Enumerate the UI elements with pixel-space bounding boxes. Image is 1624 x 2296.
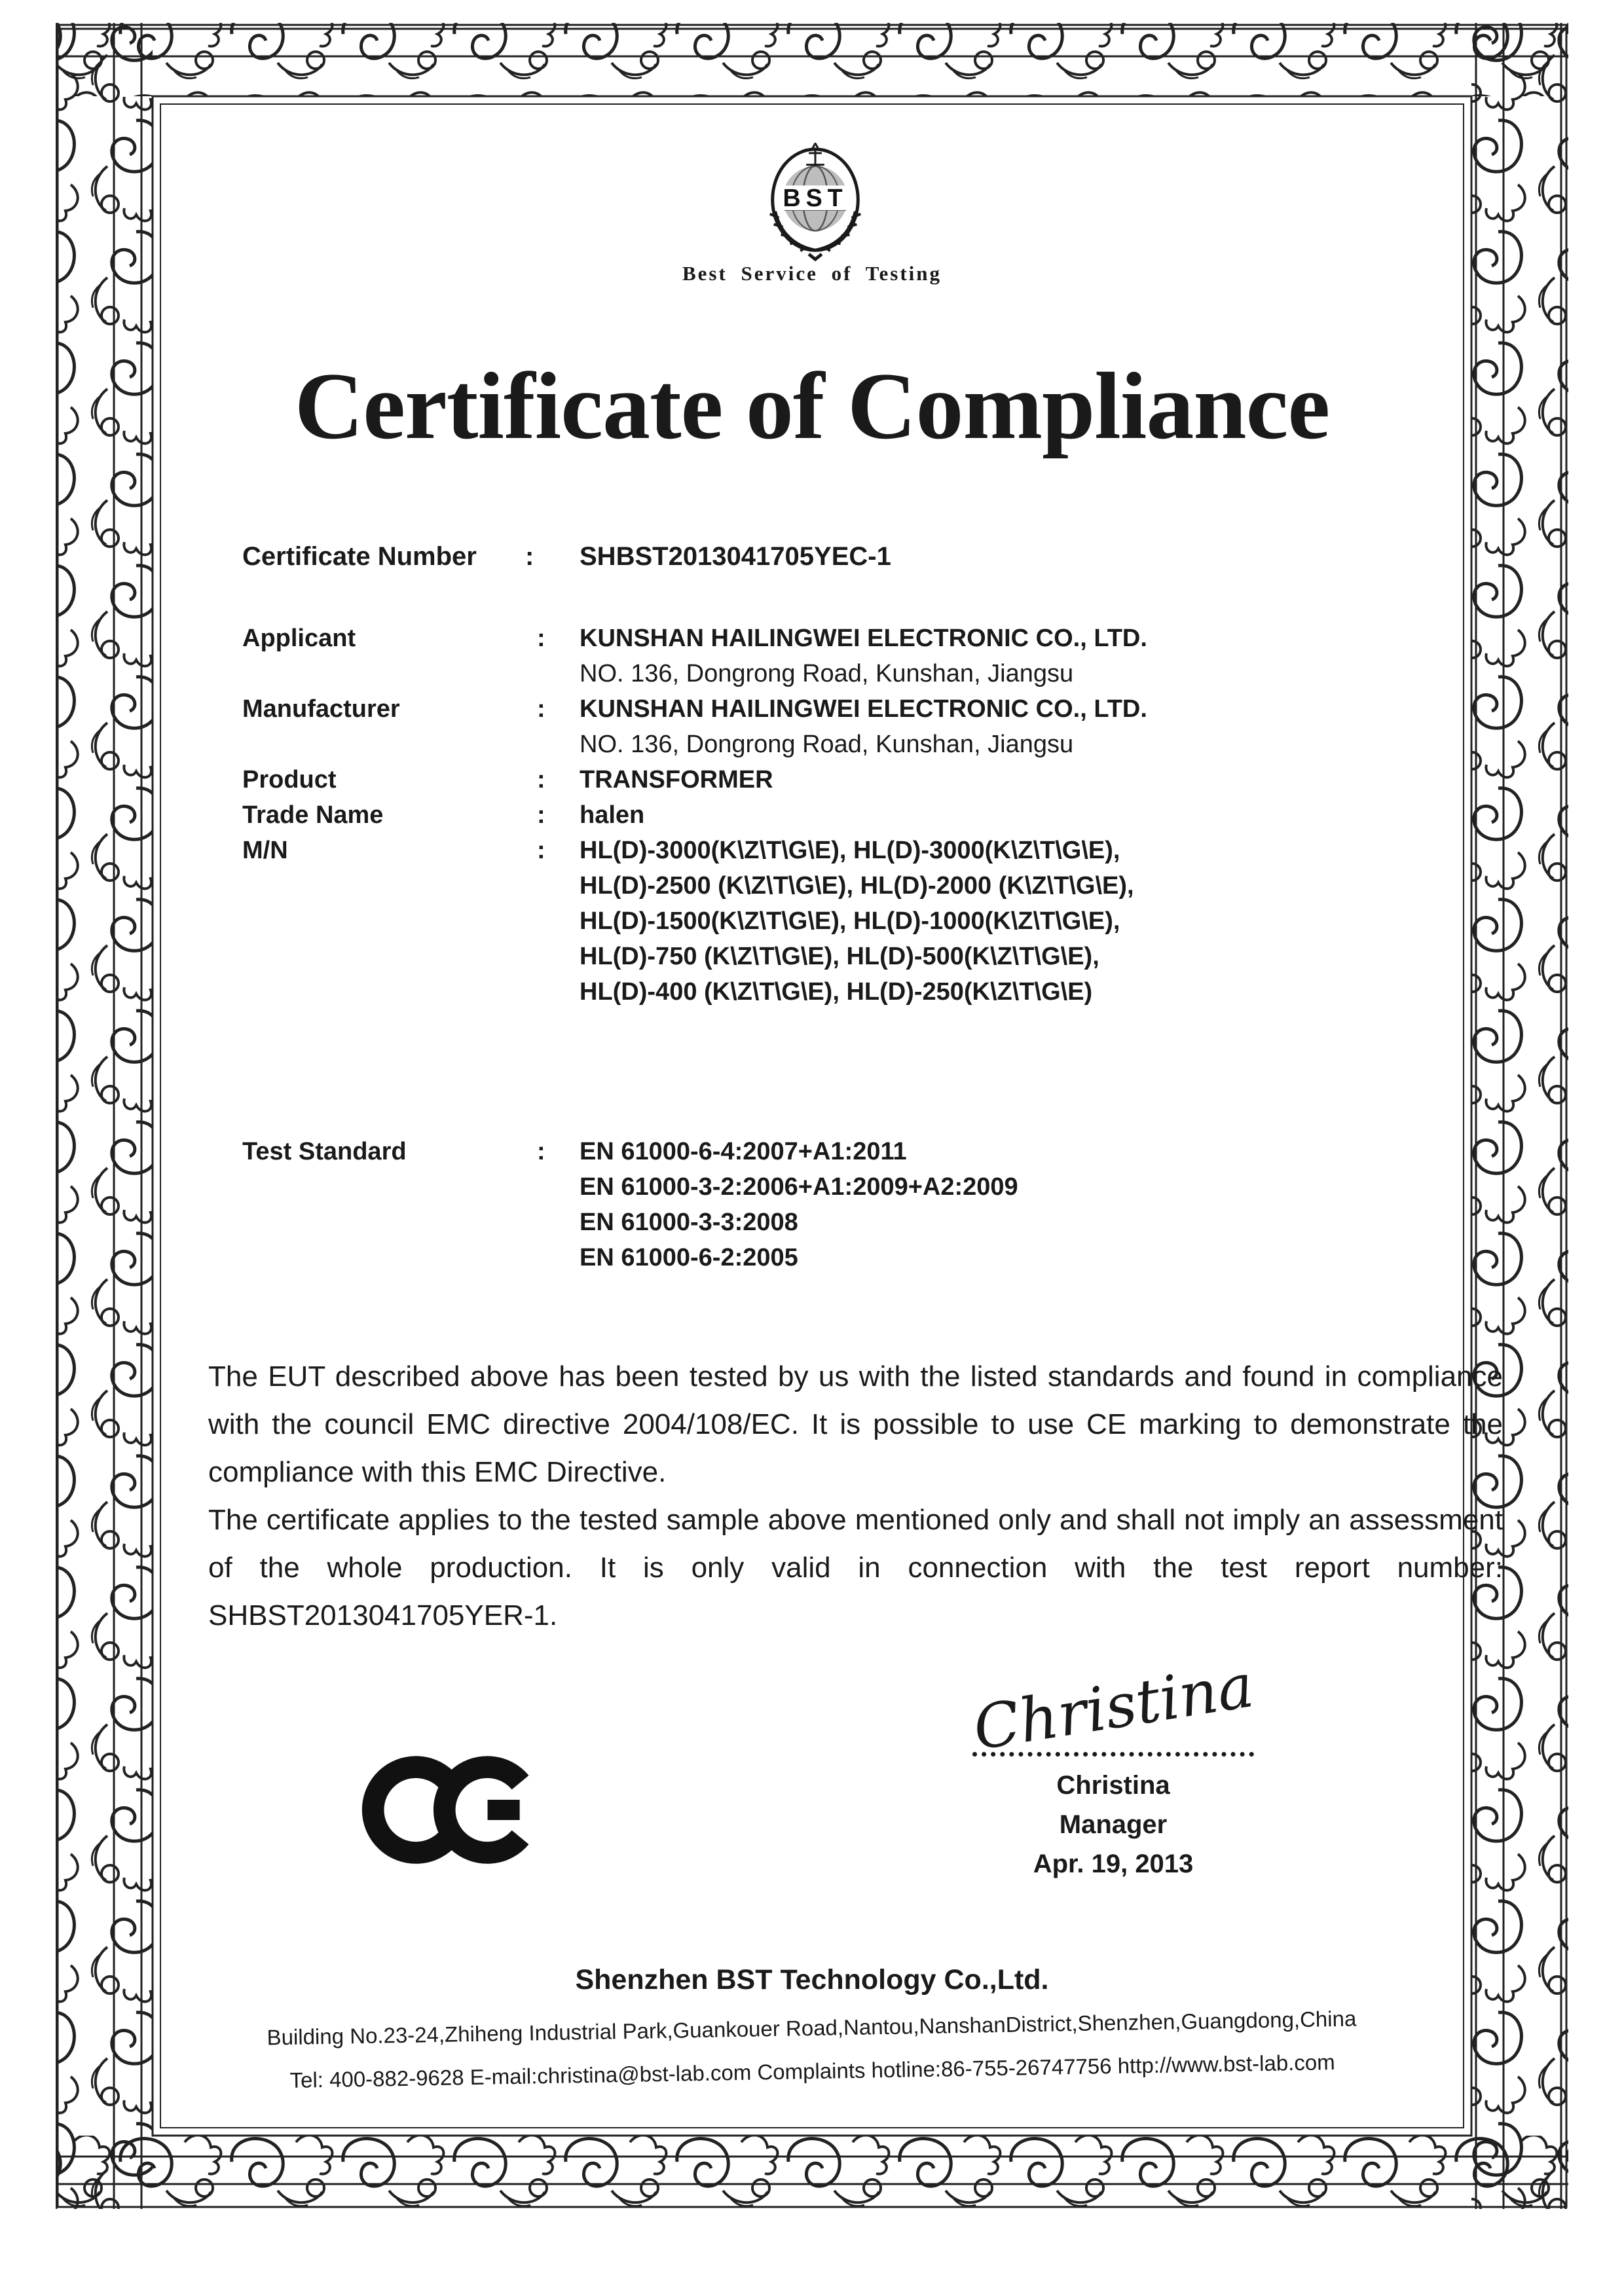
applicant-address: NO. 136, Dongrong Road, Kunshan, Jiangsu — [580, 660, 1074, 687]
model-line: HL(D)-2500 (K\Z\T\G\E), HL(D)-2000 (K\Z\T\G\E), — [580, 872, 1134, 900]
product-value: TRANSFORMER — [580, 766, 773, 793]
product-label: Product — [242, 766, 337, 793]
signature-block — [943, 1650, 1283, 1884]
model-line: HL(D)-750 (K\Z\T\G\E), HL(D)-500(K\Z\T\G\E), — [580, 943, 1099, 970]
field-row-product: Product : TRANSFORMER — [242, 762, 1506, 797]
test-standard-line: EN 61000-3-3:2008 — [580, 1209, 798, 1236]
mn-label: M/N — [242, 837, 288, 864]
certificate-number-label: Certificate Number — [242, 542, 477, 571]
field-row-applicant: Applicant : KUNSHAN HAILINGWEI ELECTRONIC CO., LTD. NO. 136, Dongrong Road, Kunshan, Jiangsu — [242, 621, 1506, 691]
field-row-manufacturer: Manufacturer : KUNSHAN HAILINGWEI ELECTRONIC CO., LTD. NO. 136, Dongrong Road, Kunshan, Jiangsu — [242, 691, 1506, 762]
test-standard-label: Test Standard — [242, 1138, 407, 1165]
bst-logo — [755, 143, 876, 266]
issuer-footer — [0, 1961, 1624, 2092]
bst-globe-laurel-icon — [755, 143, 876, 266]
issuer-address: Building No.23-24,Zhiheng Industrial Park,Guankouer Road,Nantou,NanshanDistrict,Shenzhen,Guangdong,China — [267, 2006, 1357, 2050]
applicant-label: Applicant — [242, 625, 356, 652]
ce-mark-icon — [354, 1749, 550, 1874]
bst-logo-text: BST — [783, 183, 848, 211]
trade-name-label: Trade Name — [242, 801, 384, 829]
certificate-title: Certificate of Compliance — [294, 353, 1330, 459]
trade-name-value: halen — [580, 801, 645, 829]
test-standard-line: EN 61000-6-2:2005 — [580, 1244, 798, 1271]
signature-handwriting: Christina — [968, 1650, 1259, 1764]
signatory-role: Manager — [1059, 1810, 1168, 1839]
issuer-company-name: Shenzhen BST Technology Co.,Ltd. — [575, 1964, 1049, 1995]
manufacturer-address: NO. 136, Dongrong Road, Kunshan, Jiangsu — [580, 731, 1074, 758]
field-row-trade-name: Trade Name : halen — [242, 797, 1506, 833]
compliance-statement: The EUT described above has been tested by us with the listed standards and found in compliance with the council EMC directive 2004/108/EC. It is possible to use CE marking to demonstrate the compliance with this EMC Directive. — [208, 1360, 1503, 1488]
model-line: HL(D)-400 (K\Z\T\G\E), HL(D)-250(K\Z\T\G\E) — [580, 978, 1093, 1006]
field-row-test-standard: Test Standard : EN 61000-6-4:2007+A1:2011 EN 61000-3-2:2006+A1:2009+A2:2009 EN 61000-3-3:2008 EN 61000-6-2:2005 — [242, 1134, 1506, 1275]
issuer-contact-line: Tel: 400-882-9628 E-mail:christina@bst-lab.com Complaints hotline:86-755-26747756 http://www.bst-lab.com — [289, 2050, 1335, 2092]
manufacturer-label: Manufacturer — [242, 695, 400, 723]
manufacturer-name: KUNSHAN HAILINGWEI ELECTRONIC CO., LTD. — [580, 695, 1147, 723]
certificate-number-colon: : — [525, 542, 534, 571]
certificate-fields — [242, 621, 1506, 1275]
signatory-name: Christina — [1056, 1771, 1170, 1800]
signature-date: Apr. 19, 2013 — [1033, 1850, 1194, 1878]
field-row-model-numbers: M/N : HL(D)-3000(K\Z\T\G\E), HL(D)-3000(K\Z\T\G\E), HL(D)-2500 (K\Z\T\G\E), HL(D)-2000 (K\Z\T\G\E), HL(D)-1500(K\Z\T\G\E), HL(D)-1000(K\Z\T\G\E), HL(D)-750 (K\Z\T\G\E), HL(D)-500(K\Z\T\G\E), HL(D)-400 (K\Z\T\G\E), HL(D)-250(K\Z\T\G\E) — [242, 833, 1506, 1010]
logo-tagline: Best Service of Testing — [682, 262, 942, 285]
model-line: HL(D)-3000(K\Z\T\G\E), HL(D)-3000(K\Z\T\G\E), — [580, 837, 1120, 864]
certificate-number-row — [242, 538, 891, 575]
test-standard-line: EN 61000-3-2:2006+A1:2009+A2:2009 — [580, 1173, 1018, 1201]
test-standard-line: EN 61000-6-4:2007+A1:2011 — [580, 1138, 907, 1165]
model-line: HL(D)-1500(K\Z\T\G\E), HL(D)-1000(K\Z\T\G\E), — [580, 907, 1120, 935]
statement-paragraphs — [208, 1353, 1503, 1639]
applicant-name: KUNSHAN HAILINGWEI ELECTRONIC CO., LTD. — [580, 625, 1147, 652]
validity-statement: The certificate applies to the tested sample above mentioned only and shall not imply an assessment of the whole production. It is only valid in connection with the test report number: SHBST2013041705YER-1. — [208, 1504, 1503, 1631]
certificate-number-value: SHBST2013041705YEC-1 — [580, 542, 891, 571]
